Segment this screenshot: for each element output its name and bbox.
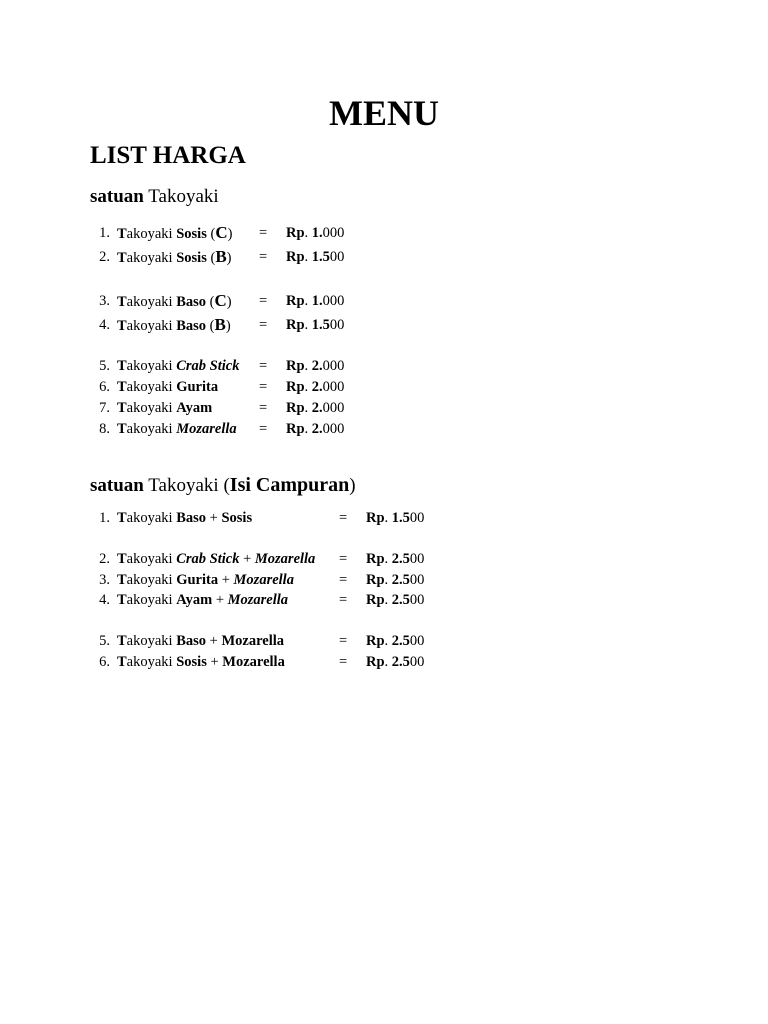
item-name <box>117 419 237 439</box>
item-filling: Ayam <box>176 400 213 416</box>
item-price <box>286 356 344 376</box>
item-initial: T <box>117 318 127 334</box>
price-currency: Rp <box>286 249 305 265</box>
section-single-heading: satuan Takoyaki <box>90 186 219 207</box>
item-prefix: akoyaki <box>126 572 177 588</box>
item-filling-primary: Baso <box>176 510 207 526</box>
price-separator: . <box>384 572 392 588</box>
price-currency: Rp <box>286 293 305 309</box>
item-plus: + <box>206 633 222 649</box>
item-number: 3. <box>99 293 110 309</box>
item-filling-secondary: Mozarella <box>227 592 289 608</box>
equals-sign: = <box>259 293 268 309</box>
equals-sign: = <box>259 225 268 241</box>
item-initial: T <box>117 358 127 374</box>
price-separator: . <box>384 654 392 670</box>
item-filling: Sosis <box>176 226 207 242</box>
item-filling-secondary: Sosis <box>221 510 253 526</box>
equals-sign: = <box>259 379 268 395</box>
price-major: 2.5 <box>391 592 410 608</box>
item-plus: + <box>218 572 234 588</box>
item-prefix: akoyaki <box>126 551 177 567</box>
price-separator: . <box>304 379 312 395</box>
price-minor: 00 <box>409 633 425 649</box>
equals-sign: = <box>259 317 268 333</box>
item-number: 8. <box>99 421 110 437</box>
item-number: 4. <box>99 592 110 608</box>
item-price <box>366 549 424 569</box>
item-name: Takoyaki Baso (C) <box>117 291 232 310</box>
price-separator: . <box>304 421 312 437</box>
price-separator: . <box>304 400 312 416</box>
item-initial: T <box>117 551 127 567</box>
price-major: 2. <box>311 379 323 395</box>
item-filling-primary: Crab Stick <box>176 551 240 567</box>
item-plus: + <box>212 592 228 608</box>
item-number: 3. <box>99 572 110 588</box>
price-minor: 000 <box>322 400 345 416</box>
price-currency: Rp <box>366 551 385 567</box>
item-number: 1. <box>99 510 110 526</box>
item-name <box>117 652 285 672</box>
item-initial: T <box>117 510 127 526</box>
item-prefix: akoyaki <box>126 318 177 334</box>
item-name <box>117 570 294 590</box>
item-price <box>286 291 344 311</box>
price-minor: 00 <box>409 551 425 567</box>
price-major: 1. <box>311 225 323 241</box>
item-number: 1. <box>99 225 110 241</box>
item-plus: + <box>206 510 222 526</box>
item-price <box>286 223 344 243</box>
equals-sign: = <box>339 572 348 588</box>
item-plus: + <box>239 551 255 567</box>
item-filling: Baso <box>176 294 207 310</box>
price-minor: 000 <box>322 225 345 241</box>
item-name: Takoyaki Sosis (B) <box>117 247 232 266</box>
price-major: 2. <box>311 358 323 374</box>
equals-sign: = <box>259 249 268 265</box>
price-currency: Rp <box>366 592 385 608</box>
item-price <box>366 631 424 651</box>
item-filling: Mozarella <box>176 421 237 437</box>
page-title: MENU <box>329 93 439 133</box>
item-prefix: akoyaki <box>126 358 177 374</box>
item-price <box>366 508 424 528</box>
item-variant: B <box>214 315 226 334</box>
item-prefix: akoyaki <box>126 421 177 437</box>
item-name <box>117 631 284 651</box>
price-currency: Rp <box>366 510 385 526</box>
item-name <box>117 377 218 397</box>
price-minor: 00 <box>329 249 345 265</box>
price-separator: . <box>384 510 392 526</box>
item-prefix: akoyaki <box>126 510 177 526</box>
item-initial: T <box>117 379 127 395</box>
price-separator: . <box>384 592 392 608</box>
item-number: 5. <box>99 358 110 374</box>
item-name: Takoyaki Sosis (C) <box>117 223 233 242</box>
price-currency: Rp <box>366 654 385 670</box>
item-initial: T <box>117 592 127 608</box>
item-prefix: akoyaki <box>126 294 177 310</box>
item-variant: C <box>215 223 228 242</box>
equals-sign: = <box>339 654 348 670</box>
item-initial: T <box>117 572 127 588</box>
price-major: 2.5 <box>391 572 410 588</box>
item-initial: T <box>117 226 127 242</box>
price-major: 2.5 <box>391 633 410 649</box>
item-price <box>286 247 344 267</box>
price-major: 2. <box>311 421 323 437</box>
item-filling-secondary: Mozarella <box>222 654 285 670</box>
item-number: 7. <box>99 400 110 416</box>
price-minor: 00 <box>409 654 425 670</box>
price-separator: . <box>384 551 392 567</box>
item-prefix: akoyaki <box>126 226 177 242</box>
item-number: 6. <box>99 379 110 395</box>
item-variant: B <box>215 247 227 266</box>
price-minor: 00 <box>409 572 425 588</box>
item-price <box>286 315 344 335</box>
price-minor: 00 <box>329 317 345 333</box>
price-major: 1. <box>311 293 323 309</box>
price-currency: Rp <box>366 572 385 588</box>
equals-sign: = <box>339 633 348 649</box>
equals-sign: = <box>339 510 348 526</box>
price-major: 1.5 <box>311 249 330 265</box>
price-currency: Rp <box>366 633 385 649</box>
item-filling: Baso <box>176 318 207 334</box>
item-initial: T <box>117 294 127 310</box>
price-minor: 00 <box>409 510 425 526</box>
price-major: 1.5 <box>391 510 410 526</box>
item-filling: Gurita <box>176 379 219 395</box>
item-prefix: akoyaki <box>126 400 177 416</box>
price-minor: 000 <box>322 421 345 437</box>
item-filling: Sosis <box>176 250 207 266</box>
item-name <box>117 549 315 569</box>
price-minor: 00 <box>409 592 425 608</box>
equals-sign: = <box>259 400 268 416</box>
item-prefix: akoyaki <box>126 250 177 266</box>
item-number: 5. <box>99 633 110 649</box>
equals-sign: = <box>339 592 348 608</box>
price-separator: . <box>304 358 312 374</box>
item-initial: T <box>117 400 127 416</box>
price-currency: Rp <box>286 379 305 395</box>
price-minor: 000 <box>322 379 345 395</box>
item-initial: T <box>117 654 127 670</box>
price-minor: 000 <box>322 293 345 309</box>
price-currency: Rp <box>286 421 305 437</box>
item-price <box>366 570 424 590</box>
item-prefix: akoyaki <box>126 633 177 649</box>
item-initial: T <box>117 250 127 266</box>
price-currency: Rp <box>286 400 305 416</box>
price-separator: . <box>304 293 312 309</box>
item-price <box>366 652 424 672</box>
price-currency: Rp <box>286 225 305 241</box>
item-prefix: akoyaki <box>126 654 177 670</box>
item-plus: + <box>206 654 223 670</box>
price-currency: Rp <box>286 358 305 374</box>
section-mixed-heading: satuan Takoyaki (Isi Campuran) <box>90 474 356 496</box>
item-name: Takoyaki Baso (B) <box>117 315 231 334</box>
item-filling-primary: Ayam <box>176 592 213 608</box>
item-prefix: akoyaki <box>126 379 177 395</box>
item-filling-secondary: Mozarella <box>221 633 285 649</box>
item-name <box>117 508 252 528</box>
equals-sign: = <box>339 551 348 567</box>
equals-sign: = <box>259 358 268 374</box>
price-separator: . <box>384 633 392 649</box>
item-initial: T <box>117 633 127 649</box>
item-price <box>366 590 424 610</box>
price-major: 2.5 <box>391 551 410 567</box>
item-price <box>286 419 344 439</box>
item-initial: T <box>117 421 127 437</box>
item-name <box>117 590 288 610</box>
item-filling-primary: Baso <box>176 633 207 649</box>
price-major: 2. <box>311 400 323 416</box>
item-number: 2. <box>99 551 110 567</box>
item-filling-primary: Gurita <box>176 572 219 588</box>
price-currency: Rp <box>286 317 305 333</box>
price-list-heading: LIST HARGA <box>90 142 246 169</box>
price-major: 2.5 <box>391 654 410 670</box>
item-filling-secondary: Mozarella <box>254 551 316 567</box>
item-name <box>117 356 239 376</box>
price-separator: . <box>304 317 312 333</box>
price-minor: 000 <box>322 358 345 374</box>
item-number: 6. <box>99 654 110 670</box>
price-separator: . <box>304 249 312 265</box>
item-variant: C <box>214 291 227 310</box>
item-prefix: akoyaki <box>126 592 177 608</box>
item-filling: Crab Stick <box>176 358 240 374</box>
item-filling-primary: Sosis <box>176 654 207 670</box>
item-price <box>286 398 344 418</box>
item-filling-secondary: Mozarella <box>233 572 294 588</box>
item-price <box>286 377 344 397</box>
price-separator: . <box>304 225 312 241</box>
item-number: 4. <box>99 317 110 333</box>
item-number: 2. <box>99 249 110 265</box>
price-major: 1.5 <box>311 317 330 333</box>
item-name <box>117 398 212 418</box>
equals-sign: = <box>259 421 268 437</box>
